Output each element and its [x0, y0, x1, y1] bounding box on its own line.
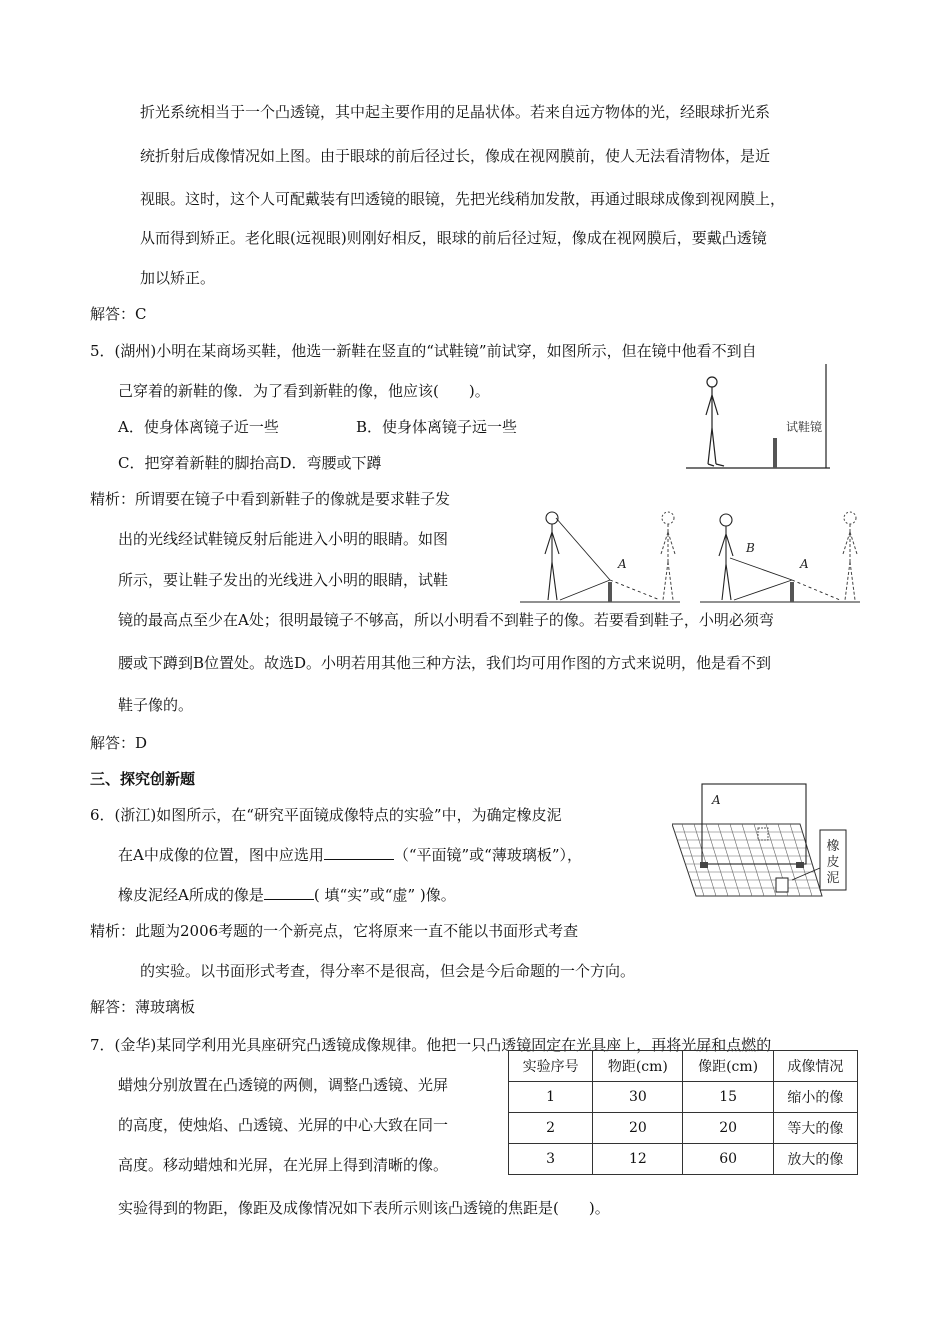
question-stem: [118, 845, 582, 865]
question-stem: 己穿着的新鞋的像．为了看到新鞋的像，他应该( )。: [118, 382, 490, 400]
stem-part: ( 填“实”或“虚” )像。: [313, 886, 456, 904]
stem-part: （“平面镜”或“薄玻璃板”），: [393, 846, 583, 864]
table-cell: 20: [593, 1113, 683, 1144]
table-header: 像距(cm): [683, 1051, 773, 1082]
question-line: 的高度，使烛焰、凸透镜、光屏的中心大致在同一: [118, 1116, 449, 1134]
analysis-line: 精析：此题为2006考题的一个新亮点，它将原来一直不能以书面形式考查: [90, 922, 579, 940]
analysis-line: 镜的最高点至少在A处；很明最镜子不够高，所以小明看不到鞋子的像。若要看到鞋子，小明必须弯: [118, 611, 774, 629]
table-header: 实验序号: [509, 1051, 593, 1082]
text-line: 从而得到矫正。老化眼(远视眼)则刚好相反，眼球的前后径过短，像成在视网膜后，要戴凸透镜: [140, 229, 767, 247]
label-a: A: [618, 557, 627, 571]
shoe-mirror-figure: [684, 360, 834, 472]
mirror-label: 试鞋镜: [786, 420, 823, 434]
experiment-table: [508, 1050, 858, 1175]
stem-part: 在A中成像的位置，图中应选用: [118, 846, 324, 864]
answer-text: 解答：薄玻璃板: [90, 998, 196, 1016]
label-a: A: [712, 793, 721, 807]
table-cell: 放大的像: [773, 1144, 857, 1175]
table-cell: 3: [509, 1144, 593, 1175]
question-line: 蜡烛分别放置在凸透镜的两侧，调整凸透镜、光屏: [118, 1076, 449, 1094]
plane-mirror-figure: [672, 778, 852, 902]
question-stem: [118, 885, 456, 905]
blank-2[interactable]: [264, 885, 314, 900]
label-a: A: [800, 557, 809, 571]
option-a: A．使身体离镜子近一些: [118, 418, 279, 436]
table-cell: 等大的像: [773, 1113, 857, 1144]
table-cell: 20: [683, 1113, 773, 1144]
question-line: 实验得到的物距，像距及成像情况如下表所示则该凸透镜的焦距是( )。: [118, 1199, 610, 1217]
analysis-line: 精析：所谓要在镜子中看到新鞋子的像就是要求鞋子发: [90, 490, 451, 508]
text-line: 统折射后成像情况如上图。由于眼球的前后径过长，像成在视网膜前，使人无法看清物体，是近: [140, 147, 771, 165]
answer-text: 解答：D: [90, 734, 148, 752]
question-stem: 6．(浙江)如图所示，在“研究平面镜成像特点的实验”中，为确定橡皮泥: [90, 806, 562, 824]
text-line: 加以矫正。: [140, 269, 216, 287]
section-title: 三、探究创新题: [90, 770, 196, 788]
table-cell: 30: [593, 1082, 683, 1113]
table-header: 物距(cm): [593, 1051, 683, 1082]
table-row: [509, 1144, 858, 1175]
option-b: B．使身体离镜子远一些: [356, 418, 518, 436]
analysis-line: 的实验。以书面形式考查，得分率不是很高，但会是今后命题的一个方向。: [140, 962, 636, 980]
table-cell: 2: [509, 1113, 593, 1144]
blank-1[interactable]: [324, 845, 394, 860]
text-line: 折光系统相当于一个凸透镜，其中起主要作用的足晶状体。若来自远方物体的光，经眼球折光系: [140, 103, 771, 121]
stem-part: 橡皮泥经A所成的像是: [118, 886, 264, 904]
clay-label: 橡皮泥: [826, 839, 840, 886]
table-cell: 15: [683, 1082, 773, 1113]
table-cell: 12: [593, 1144, 683, 1175]
analysis-line: 所示，要让鞋子发出的光线进入小明的眼睛，试鞋: [118, 571, 449, 589]
answer-text: 解答：C: [90, 305, 147, 323]
analysis-line: 腰或下蹲到B位置处。故选D。小明若用其他三种方法，我们均可用作图的方式来说明，他是看不到: [118, 654, 772, 672]
question-line: 高度。移动蜡烛和光屏，在光屏上得到清晰的像。: [118, 1156, 449, 1174]
label-b: B: [746, 541, 755, 555]
table-row: [509, 1082, 858, 1113]
table-cell: 缩小的像: [773, 1082, 857, 1113]
table-cell: 60: [683, 1144, 773, 1175]
table-cell: 1: [509, 1082, 593, 1113]
table-header-row: [509, 1051, 858, 1082]
table-row: [509, 1113, 858, 1144]
text-line: 视眼。这时，这个人可配戴装有凹透镜的眼镜，先把光线稍加发散，再通过眼球成像到视网膜上，: [140, 190, 786, 208]
question-stem: 7．(金华)某同学利用光具座研究凸透镜成像规律。他把一只凸透镜固定在光具座上，再将光屏和点燃的: [90, 1036, 772, 1054]
option-c-d: C．把穿着新鞋的脚抬高D．弯腰或下蹲: [118, 454, 382, 472]
analysis-line: 鞋子像的。: [118, 696, 194, 714]
reflection-diagram: [520, 500, 870, 610]
question-stem: 5．(湖州)小明在某商场买鞋，他选一新鞋在竖直的“试鞋镜”前试穿，如图所示，但在镜中他看不到自: [90, 342, 757, 360]
analysis-line: 出的光线经试鞋镜反射后能进入小明的眼睛。如图: [118, 530, 449, 548]
table-header: 成像情况: [773, 1051, 857, 1082]
